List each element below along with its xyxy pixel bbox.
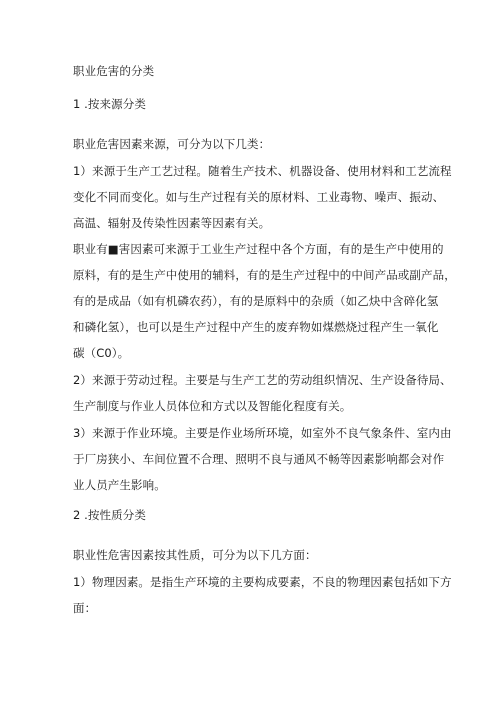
para-line-3: 有的是成品（如有机磷农药），有的是原料中的杂质（如乙炔中含碎化氢 — [73, 294, 439, 308]
item4-line-1: 1）物理因素。是指生产环境的主要构成要素，不良的物理因素包括如下方 — [73, 575, 452, 589]
para-line-5: 碳（C0）。 — [73, 346, 130, 360]
item2-line-2: 生产制度与作业人员体位和方式以及智能化程度有关。 — [73, 399, 352, 413]
intro-paragraph: 职业危害因素来源，可分为以下几类： — [73, 137, 271, 151]
para-line-1: 职业有■害因素可来源于工业生产过程中各个方面，有的是生产中使用的 — [73, 242, 444, 256]
item2-line-1: 2）来源于劳动过程。主要是与生产工艺的劳动组织情况、生产设备待局、 — [73, 373, 452, 387]
item3-line-1: 3）来源于作业环境。主要是作业场所环境，如室外不良气象条件、室内由 — [73, 426, 452, 440]
item1-line-2: 变化不同而变化。如与生产过程有关的原材料、工业毒物、噪声、振动、 — [73, 190, 445, 204]
section-heading-nature: 2 .按性质分类 — [73, 508, 146, 522]
intro2-paragraph: 职业性危害因素按其性质，可分为以下几方面： — [73, 548, 317, 562]
para-line-2: 原料，有的是生产中使用的辅料，有的是生产过程中的中间产品或副产品， — [73, 268, 456, 282]
item3-line-3: 业人员产生影响。 — [73, 478, 166, 492]
document-title: 职业危害的分类 — [73, 64, 155, 78]
item3-line-2: 于厂房狭小、车间位置不合理、照明不良与通风不畅等因素影响都会对作 — [73, 452, 445, 466]
para-line-4: 和磷化氢），也可以是生产过程中产生的废弃物如煤燃烧过程产生一氧化 — [73, 320, 439, 334]
item1-line-3: 高温、辐射及传染性因素等因素有关。 — [73, 216, 271, 230]
item4-line-2: 面： — [73, 601, 97, 615]
item1-line-1: 1）来源于生产工艺过程。随着生产技术、机器设备、使用材料和工艺流程 — [73, 164, 452, 178]
section-heading-source: 1 .按来源分类 — [73, 97, 146, 111]
